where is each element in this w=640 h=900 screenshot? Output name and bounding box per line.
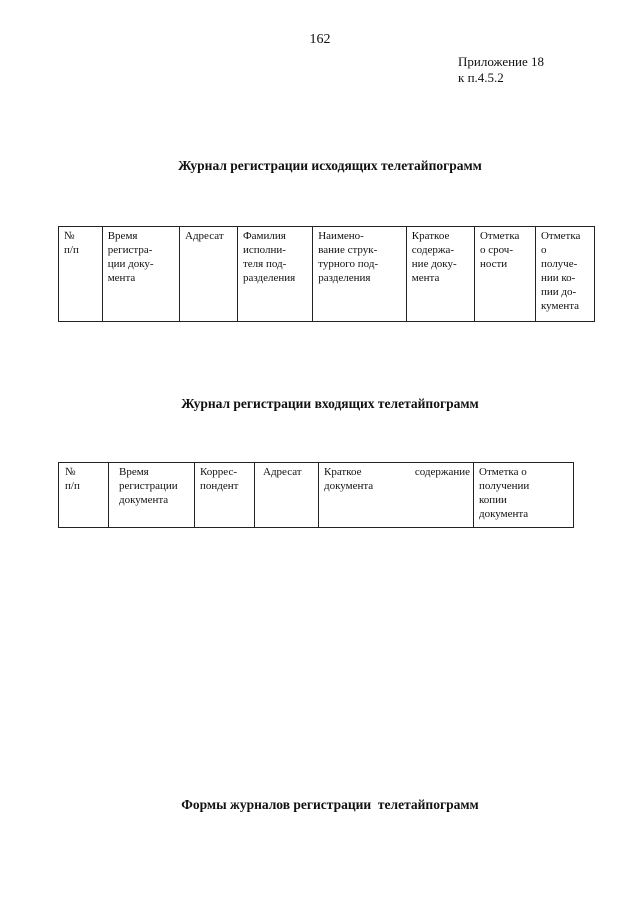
page-number: 162 xyxy=(309,32,331,47)
column-number: № п/п xyxy=(59,227,103,322)
column-unit-name: Наимено- вание струк- турного под- разделения xyxy=(313,227,407,322)
column-addressee: Адресат xyxy=(255,463,319,528)
column-summary xyxy=(319,463,474,528)
column-registration-time: Время регистра- ции доку- мента xyxy=(102,227,179,322)
incoming-journal-title: Журнал регистрации входящих телетайпограмм xyxy=(181,396,479,411)
appendix-reference xyxy=(458,54,544,86)
outgoing-journal-table xyxy=(58,226,595,322)
column-addressee: Адресат xyxy=(180,227,238,322)
summary-word-1: Краткое xyxy=(324,466,362,478)
column-registration-time: Время регистрации документа xyxy=(109,463,195,528)
table-header-row xyxy=(59,463,574,528)
column-summary: Краткое содержа- ние доку- мента xyxy=(406,227,474,322)
table-header-row xyxy=(59,227,595,322)
column-executor-surname: Фамилия исполни- теля под- разделения xyxy=(237,227,312,322)
column-number: № п/п xyxy=(59,463,109,528)
outgoing-journal-title: Журнал регистрации исходящих телетайпограмм xyxy=(178,158,482,173)
journal-forms-title: Формы журналов регистрации телетайпограмм xyxy=(181,797,479,812)
incoming-journal-table xyxy=(58,462,574,528)
column-correspondent: Коррес- пондент xyxy=(195,463,255,528)
column-copy-receipt-mark: Отметка о получе- нии ко- пии до- кумента xyxy=(535,227,594,322)
appendix-line-1: Приложение 18 xyxy=(458,54,545,69)
appendix-line-2: к п.4.5.2 xyxy=(458,70,504,85)
summary-word-3: документа xyxy=(324,480,374,492)
column-urgency-mark: Отметка о сроч- ности xyxy=(474,227,535,322)
column-copy-receipt-mark: Отметка о получении копии документа xyxy=(474,463,574,528)
summary-word-2: содержание xyxy=(414,466,470,478)
